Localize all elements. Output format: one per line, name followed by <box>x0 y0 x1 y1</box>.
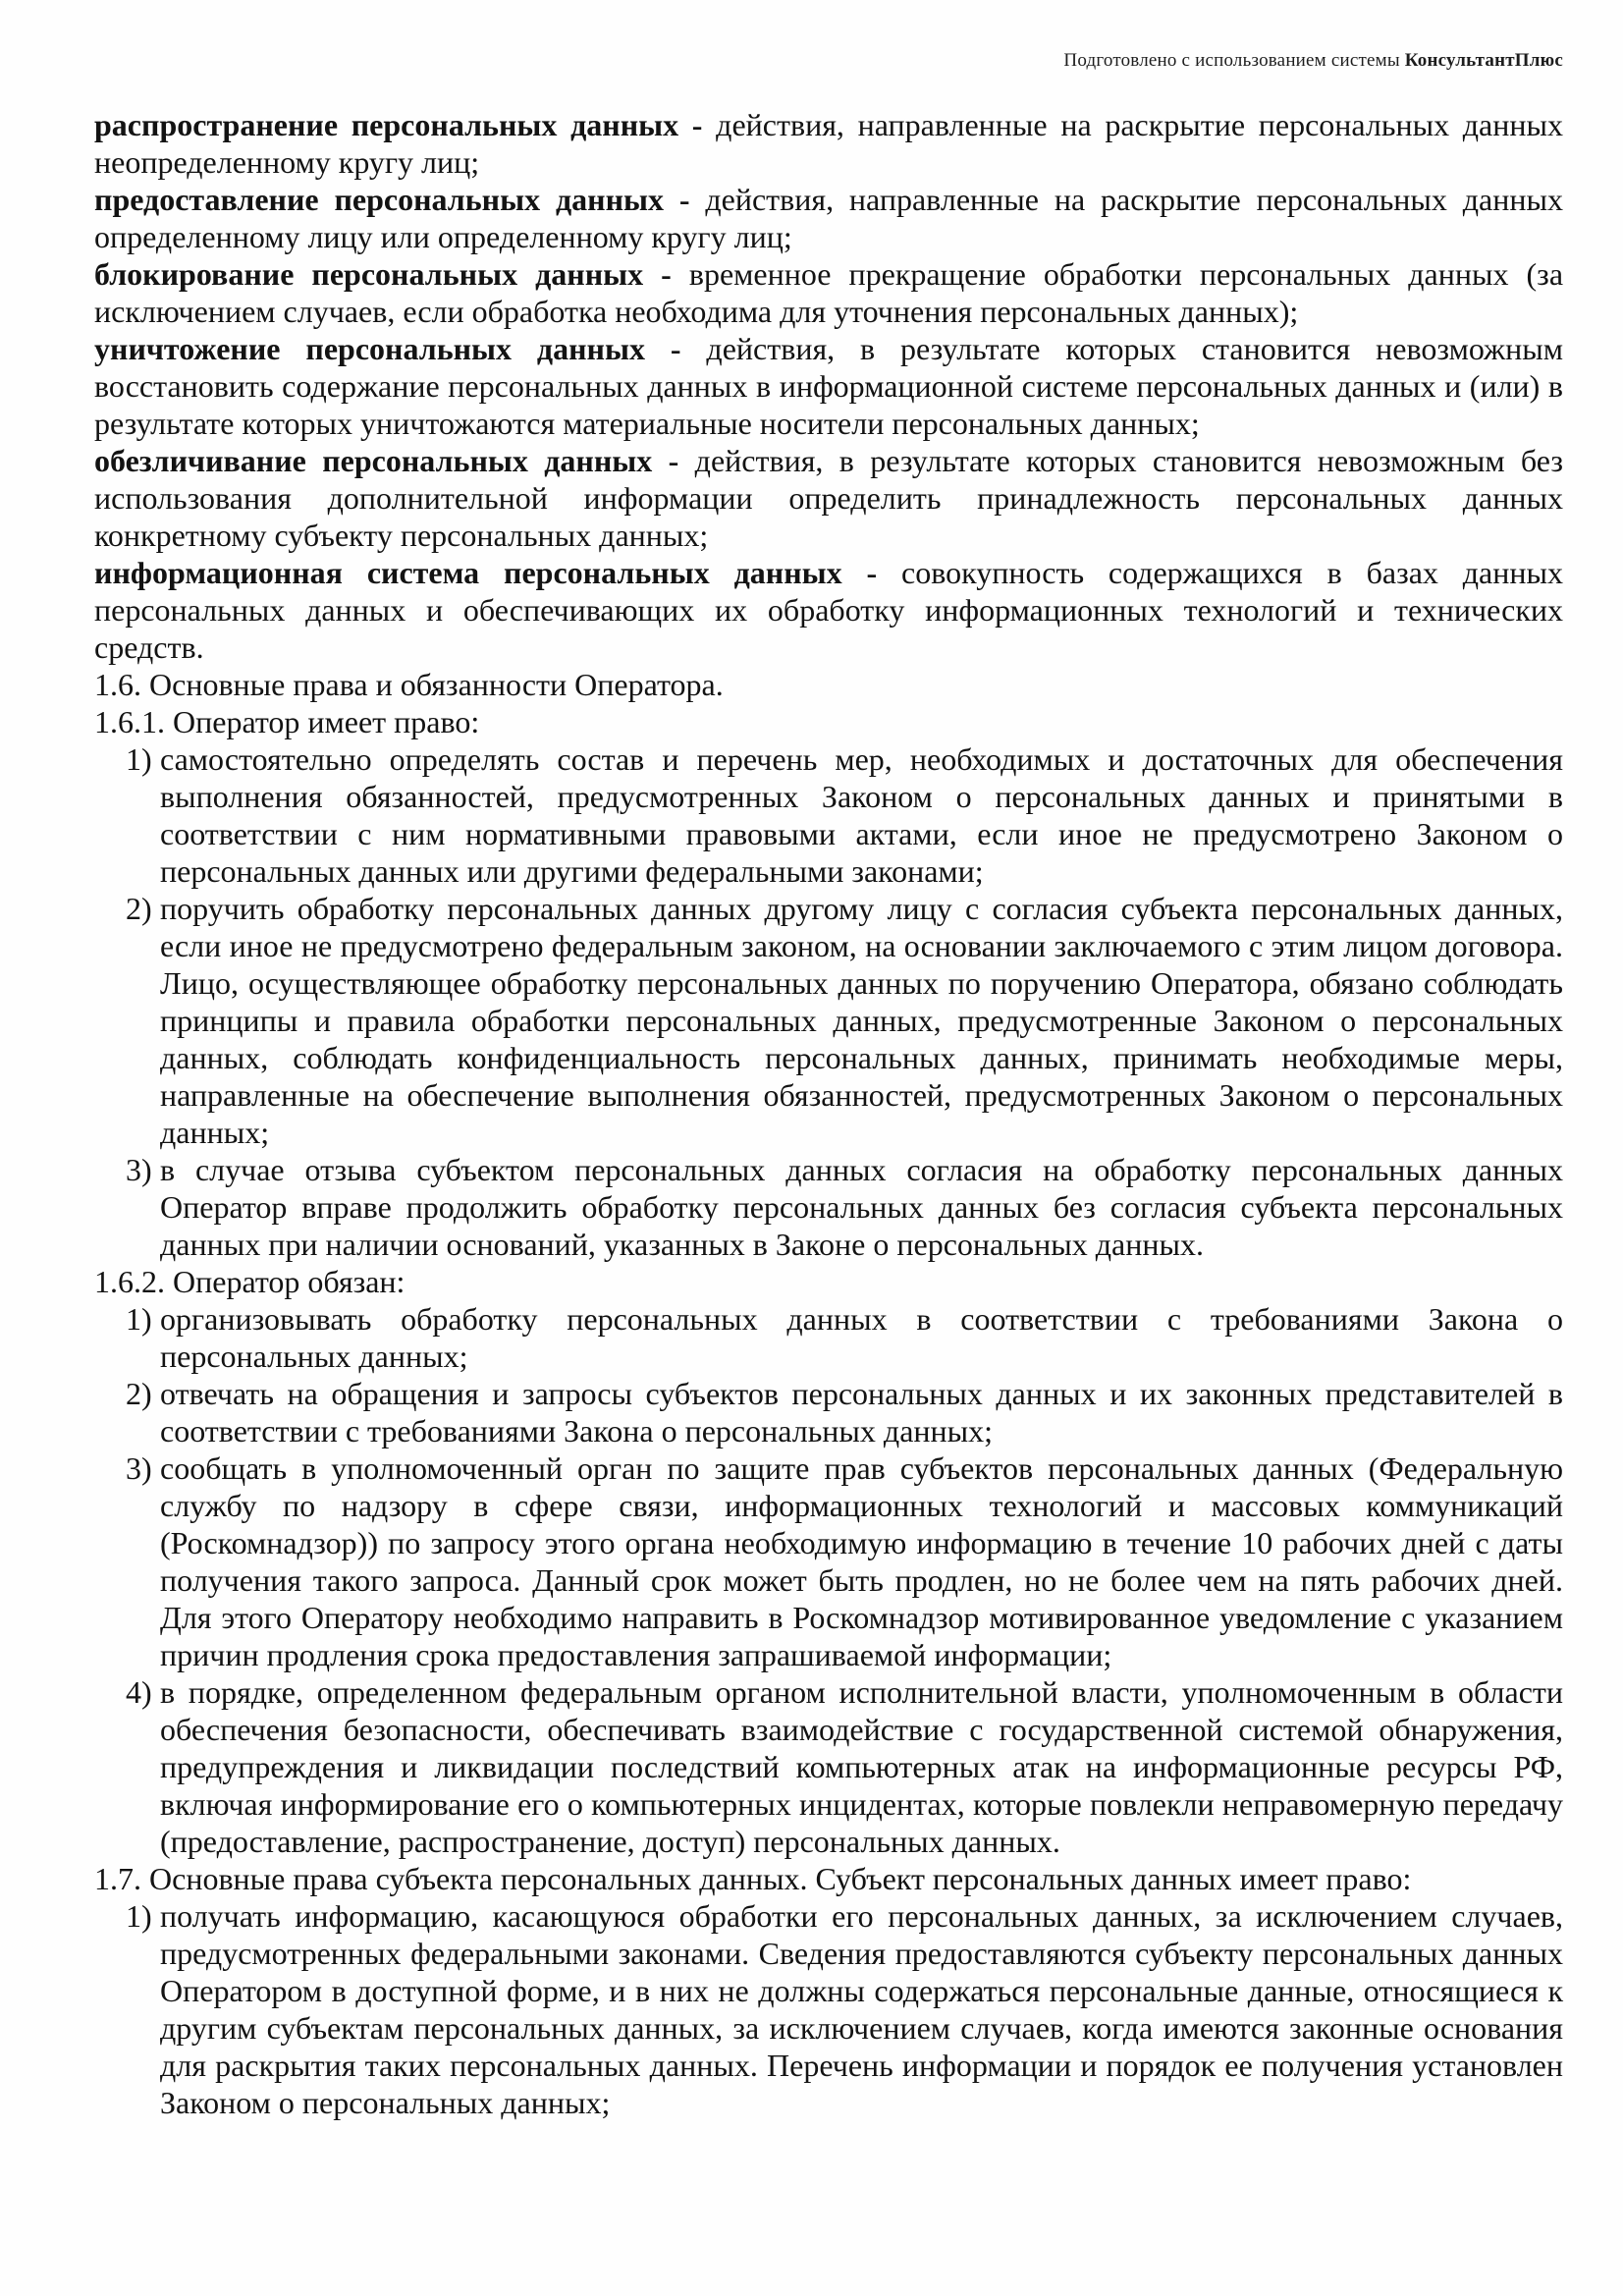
definition-text: совокупность содержащихся в базах данных персональных данных и обеспечивающих их обработку информационных технологий и технических средств. <box>94 555 1564 665</box>
list-item-subject-rights-1 <box>94 1897 1563 2121</box>
list-item-operator-duties-4 <box>94 1673 1563 1860</box>
list-item-text: организовывать обработку персональных данных в соответствии с требованиями Закона о персональных данных; <box>160 1301 1563 1374</box>
list-item-marker: 4) <box>126 1674 152 1710</box>
definition-term: распространение персональных данных - <box>94 107 703 142</box>
list-item-marker: 1) <box>126 741 152 777</box>
definition-paragraph-predostavlenie <box>94 181 1563 255</box>
list-item-marker: 2) <box>126 1376 152 1411</box>
section-heading-1-7: 1.7. Основные права субъекта персональных данных. Субъект персональных данных имеет право: <box>94 1861 1412 1896</box>
list-item-operator-rights-1 <box>94 740 1563 890</box>
definition-paragraph-rasprostranenie <box>94 106 1563 181</box>
list-item-text: получать информацию, касающуюся обработки его персональных данных, за исключением случаев, предусмотренных федеральными законами. Сведения предоставляются субъекту персональных данных Оператором в доступной форме, и в них не должны содержаться персональные данные, относящиеся к другим субъектам персональных данных, за исключением случаев, когда имеются законные основания для раскрытия таких персональных данных. Перечень информации и порядок ее получения установлен Законом о персональных данных; <box>160 1898 1563 2120</box>
definition-text: временное прекращение обработки персональных данных (за исключением случаев, если обработка необходима для уточнения персональных данных); <box>94 256 1564 329</box>
definition-paragraph-obezlichivanie <box>94 442 1563 554</box>
list-item-marker: 1) <box>126 1301 152 1337</box>
definition-paragraph-informacionnaya-sistema <box>94 554 1563 666</box>
list-item-operator-duties-2 <box>94 1375 1563 1449</box>
definition-text: действия, направленные на раскрытие персональных данных определенному лицу или определенному кругу лиц; <box>94 182 1564 254</box>
definition-text: действия, направленные на раскрытие персональных данных неопределенному кругу лиц; <box>94 107 1564 180</box>
document-body <box>94 106 1563 2121</box>
section-heading-1-6-2: 1.6.2. Оператор обязан: <box>94 1264 406 1299</box>
watermark-brand: КонсультантПлюс <box>1404 50 1563 71</box>
list-item-text: сообщать в уполномоченный орган по защите прав субъектов персональных данных (Федеральную службу по надзору в сфере связи, информационных технологий и массовых коммуникаций (Роскомнадзор)) по запросу этого органа необходимую информацию в течение 10 рабочих дней с даты получения такого запроса. Данный срок может быть продлен, но не более чем на пять рабочих дней. Для этого Оператору необходимо направить в Роскомнадзор мотивированное уведомление с указанием причин продления срока предоставления запрашиваемой информации; <box>160 1450 1563 1672</box>
list-item-operator-rights-2 <box>94 890 1563 1151</box>
definition-term: информационная система персональных данных - <box>94 555 878 590</box>
definition-text: действия, в результате которых становится невозможным без использования дополнительной информации определить принадлежность персональных данных конкретному субъекту персональных данных; <box>94 443 1564 553</box>
list-item-text: отвечать на обращения и запросы субъектов персональных данных и их законных представителей в соответствии с требованиями Закона о персональных данных; <box>160 1376 1563 1449</box>
definition-term: уничтожение персональных данных - <box>94 331 681 366</box>
section-heading-1-6-1: 1.6.1. Оператор имеет право: <box>94 704 480 739</box>
list-item-marker: 2) <box>126 891 152 926</box>
list-item-marker: 3) <box>126 1450 152 1486</box>
list-item-text: самостоятельно определять состав и перечень мер, необходимых и достаточных для обеспечения выполнения обязанностей, предусмотренных Законом о персональных данных и принятыми в соответствии с ним нормативными правовыми актами, если иное не предусмотрено Законом о персональных данных или другими федеральными законами; <box>160 741 1563 889</box>
section-heading-1-6: 1.6. Основные права и обязанности Оператора. <box>94 667 724 702</box>
list-item-text: в случае отзыва субъектом персональных данных согласия на обработку персональных данных Оператор вправе продолжить обработку персональных данных без согласия субъекта персональных данных при наличии оснований, указанных в Законе о персональных данных. <box>160 1152 1563 1262</box>
list-item-operator-duties-3 <box>94 1449 1563 1673</box>
definition-paragraph-unichtozhenie <box>94 330 1563 442</box>
watermark-prefix: Подготовлено с использованием системы <box>1063 50 1400 71</box>
list-item-marker: 3) <box>126 1152 152 1187</box>
list-item-text: в порядке, определенном федеральным органом исполнительной власти, уполномоченным в области обеспечения безопасности, обеспечивать взаимодействие с государственной системой обнаружения, предупреждения и ликвидации последствий компьютерных атак на информационные ресурсы РФ, включая информирование его о компьютерных инцидентах, которые повлекли неправомерную передачу (предоставление, распространение, доступ) персональных данных. <box>160 1674 1563 1859</box>
consultantplus-watermark <box>94 0 1563 73</box>
list-item-text: поручить обработку персональных данных другому лицу с согласия субъекта персональных данных, если иное не предусмотрено федеральным законом, на основании заключаемого с этим лицом договора. Лицо, осуществляющее обработку персональных данных по поручению Оператора, обязано соблюдать принципы и правила обработки персональных данных, предусмотренные Законом о персональных данных, соблюдать конфиденциальность персональных данных, принимать необходимые меры, направленные на обеспечение выполнения обязанностей, предусмотренных Законом о персональных данных; <box>160 891 1563 1150</box>
definition-paragraph-blokirovanie <box>94 255 1563 330</box>
list-item-marker: 1) <box>126 1898 152 1934</box>
list-item-operator-duties-1 <box>94 1300 1563 1375</box>
definition-term: обезличивание персональных данных - <box>94 443 679 478</box>
definition-text: действия, в результате которых становится невозможным восстановить содержание персональных данных в информационной системе персональных данных и (или) в результате которых уничтожаются материальные носители персональных данных; <box>94 331 1563 441</box>
definition-term: предоставление персональных данных - <box>94 182 690 217</box>
definition-term: блокирование персональных данных - <box>94 256 672 292</box>
list-item-operator-rights-3 <box>94 1151 1563 1263</box>
